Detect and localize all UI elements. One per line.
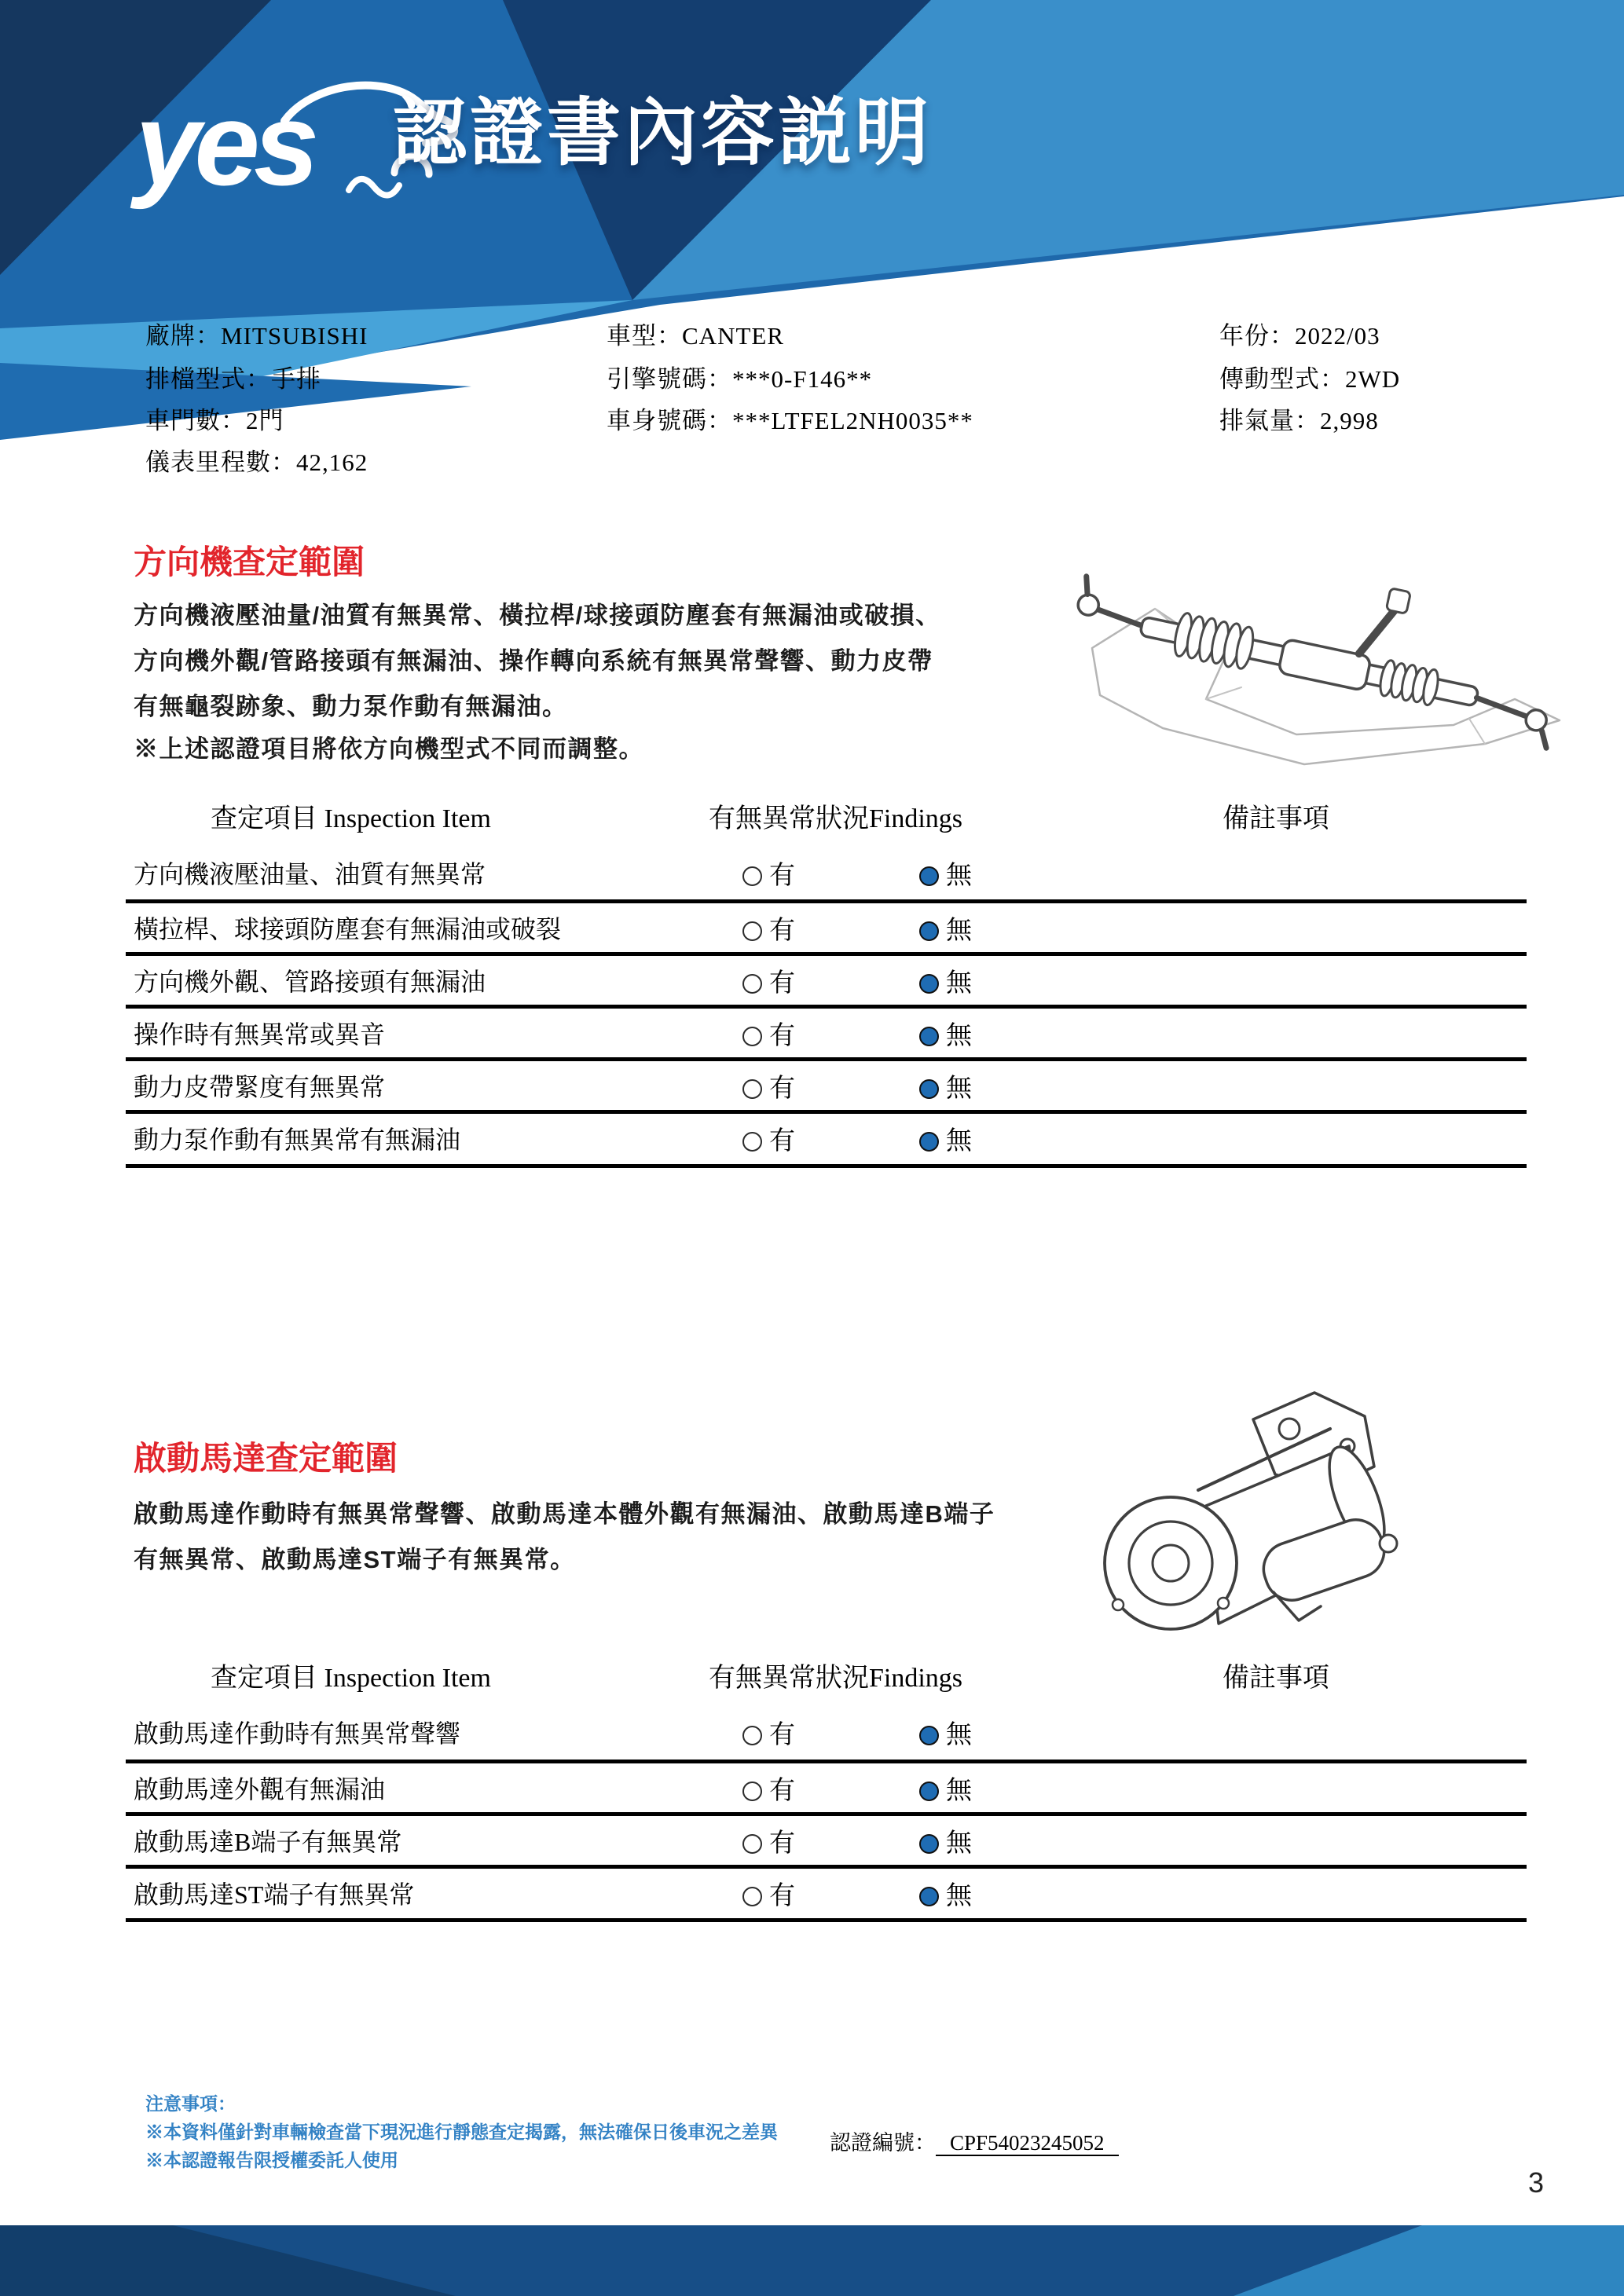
radio-no-selected[interactable]: 無 [919,1015,972,1052]
radio-no-selected[interactable]: 無 [919,1714,972,1751]
radio-no-circle [919,866,939,886]
table-row [0,1067,1624,1115]
inspection-item-label: 動力皮帶緊度有無異常 [134,1073,386,1101]
page-title: 認證書內容説明 [393,91,933,174]
radio-no-selected[interactable]: 無 [919,1822,972,1859]
row-divider [126,1110,1527,1114]
vehicle-doors: 車門數：2門 [145,407,284,434]
radio-yes[interactable]: 有 [742,910,795,947]
table-row [0,1822,1624,1869]
page-number: 3 [1528,2166,1545,2199]
steering-rack-illustration [1045,538,1587,778]
row-divider [126,1057,1527,1061]
table-row [0,855,1624,902]
row-divider [126,1760,1527,1763]
vehicle-model: 車型：CANTER [607,322,784,350]
radio-yes[interactable]: 有 [742,1015,795,1052]
notice-line: ※本認證報告限授權委託人使用 [145,2150,398,2170]
radio-yes[interactable]: 有 [742,1822,795,1859]
t1-header-findings: 有無異常狀況Findings [709,804,963,833]
radio-yes-circle [742,1834,762,1854]
row-divider [126,899,1527,903]
vehicle-engine-number: 引擎號碼：***0-F146** [607,365,873,393]
table-row [0,910,1624,957]
row-divider [126,952,1527,956]
radio-no-selected[interactable]: 無 [919,1875,972,1912]
t2-header-findings: 有無異常狀況Findings [709,1664,963,1693]
section-starter-title: 啟動馬達查定範圍 [134,1440,398,1477]
steering-note: ※上述認證項目將依方向機型式不同而調整。 [134,735,644,763]
radio-yes-circle [742,974,762,994]
inspection-item-label: 啟動馬達外觀有無漏油 [134,1775,386,1803]
steering-description-line: 有無龜裂跡象、動力泵作動有無漏油。 [134,693,568,720]
radio-no-selected[interactable]: 無 [919,962,972,999]
radio-yes[interactable]: 有 [742,962,795,999]
row-divider [126,1164,1527,1168]
radio-no-circle [919,1782,939,1801]
radio-no-selected[interactable]: 無 [919,1120,972,1157]
starter-description-line: 有無異常、啟動馬達ST端子有無異常。 [134,1546,576,1573]
radio-yes-circle [742,866,762,886]
t2-header-item: 查定項目 Inspection Item [211,1664,491,1693]
vehicle-displacement: 排氣量：2,998 [1219,407,1379,434]
t2-header-remarks: 備註事項 [1223,1664,1329,1693]
vehicle-year: 年份：2022/03 [1219,322,1380,350]
vehicle-chassis-number: 車身號碼：***LTFEL2NH0035** [607,407,973,434]
certificate-number-block [830,2126,1119,2156]
inspection-item-label: 動力泵作動有無異常有無漏油 [134,1126,461,1154]
t1-header-remarks: 備註事項 [1223,804,1329,833]
t1-header-item: 查定項目 Inspection Item [211,804,491,833]
radio-yes[interactable]: 有 [742,1120,795,1157]
steering-description-line: 方向機外觀/管路接頭有無漏油、操作轉向系統有無異常聲響、動力皮帶 [134,647,933,675]
vehicle-mileage: 儀表里程數：42,162 [145,449,368,476]
inspection-item-label: 啟動馬達作動時有無異常聲響 [134,1719,461,1748]
radio-no-selected[interactable]: 無 [919,910,972,947]
vehicle-brand: 廠牌：MITSUBISHI [145,322,368,350]
radio-no-circle [919,1079,939,1099]
radio-yes-circle [742,1726,762,1745]
radio-yes[interactable]: 有 [742,1875,795,1912]
yes-logo: yes [135,78,313,210]
steering-description-line: 方向機液壓油量/油質有無異常、橫拉桿/球接頭防塵套有無漏油或破損、 [134,602,941,629]
radio-no-circle [919,1132,939,1152]
starter-motor-illustration [1088,1371,1426,1642]
inspection-item-label: 方向機液壓油量、油質有無異常 [134,860,486,888]
inspection-item-label: 操作時有無異常或異音 [134,1020,386,1049]
notice-line: ※本資料僅針對車輛檢查當下現況進行靜態查定揭露，無法確保日後車況之差異 [145,2122,778,2142]
radio-yes-circle [742,1079,762,1099]
radio-no-circle [919,1887,939,1906]
radio-yes[interactable]: 有 [742,1714,795,1751]
table-row [0,1714,1624,1761]
footer-banner-graphic [0,2225,1624,2296]
table-row [0,1875,1624,1922]
radio-yes-circle [742,1782,762,1801]
table-row [0,1120,1624,1167]
certificate-number-value: CPF54023245052 [936,2131,1119,2156]
radio-yes-circle [742,1887,762,1906]
row-divider [126,1005,1527,1009]
row-divider [126,1865,1527,1869]
table-row [0,1770,1624,1817]
radio-yes-circle [742,921,762,941]
section-steering-title: 方向機查定範圍 [134,544,365,580]
radio-no-selected[interactable]: 無 [919,1770,972,1807]
vehicle-transmission: 排檔型式：手排 [145,365,321,393]
radio-yes[interactable]: 有 [742,1770,795,1807]
inspection-item-label: 啟動馬達ST端子有無異常 [134,1880,415,1909]
radio-no-circle [919,921,939,941]
radio-yes[interactable]: 有 [742,855,795,892]
vehicle-drive-type: 傳動型式：2WD [1219,365,1401,393]
radio-yes-circle [742,1027,762,1046]
inspection-item-label: 橫拉桿、球接頭防塵套有無漏油或破裂 [134,915,562,943]
radio-yes[interactable]: 有 [742,1067,795,1104]
inspection-item-label: 啟動馬達B端子有無異常 [134,1828,402,1856]
radio-no-circle [919,1027,939,1046]
radio-no-circle [919,1726,939,1745]
notice-title: 注意事項： [145,2093,236,2114]
starter-description-line: 啟動馬達作動時有無異常聲響、啟動馬達本體外觀有無漏油、啟動馬達B端子 [134,1500,995,1528]
radio-yes-circle [742,1132,762,1152]
table-row [0,962,1624,1009]
radio-no-selected[interactable]: 無 [919,1067,972,1104]
radio-no-selected[interactable]: 無 [919,855,972,892]
table-row [0,1015,1624,1062]
certificate-number-label: 認證編號： [830,2131,936,2155]
inspection-item-label: 方向機外觀、管路接頭有無漏油 [134,968,486,996]
row-divider [126,1812,1527,1816]
radio-no-circle [919,974,939,994]
row-divider [126,1918,1527,1922]
radio-no-circle [919,1834,939,1854]
